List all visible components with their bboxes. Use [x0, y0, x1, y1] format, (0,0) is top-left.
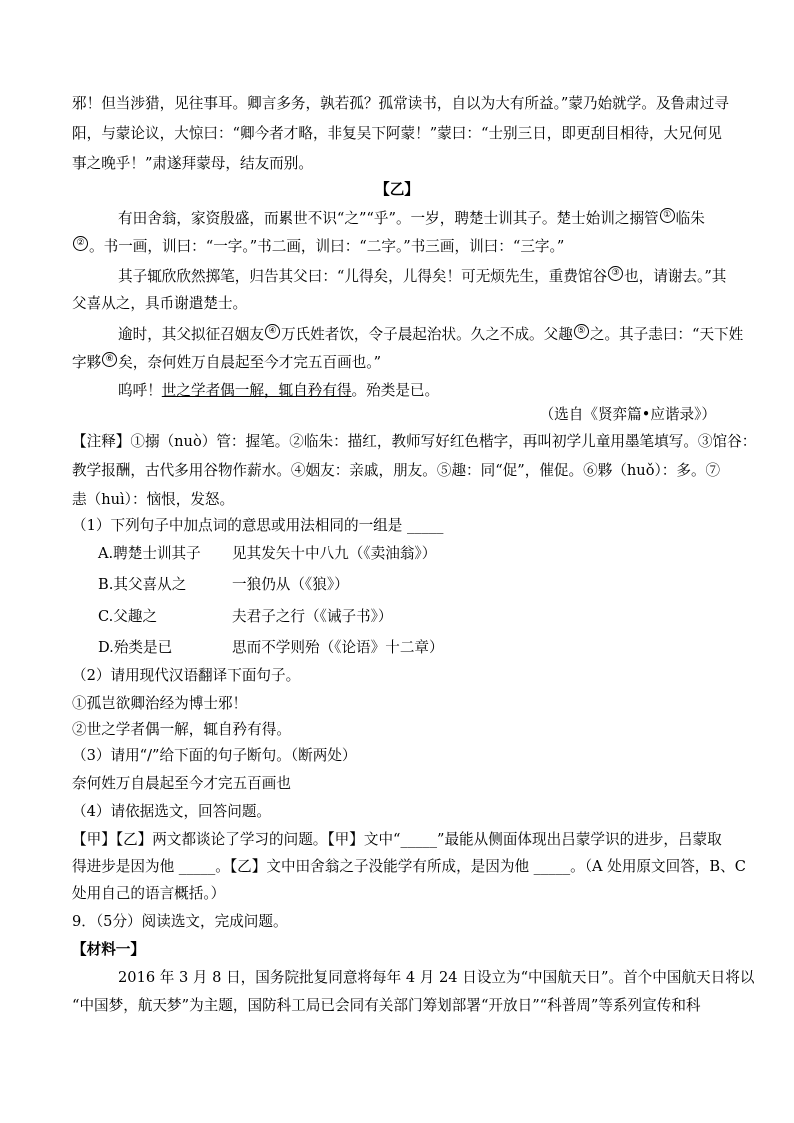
note-mark: ②: [73, 236, 88, 251]
text-line: 邪！但当涉猎，见往事耳。卿言多务，孰若孤？孤常读书，自以为大有所益。”蒙乃始就学。及鲁肃过寻: [72, 95, 729, 112]
text: 有田舍翁，家资殷盛，而累世不识“之”“乎”。一岁，聘楚士训其子。楚士始训之搦管: [118, 209, 659, 227]
text: 。殆类是已。: [351, 382, 440, 399]
option-b-left: B.其父喜从之: [98, 576, 187, 593]
annotation-line: 【注释】①搦（nuò）管：握笔。②临朱：描红，教师写好红色楷字，再叫初学儿童用墨笔填写。③馆谷：: [72, 433, 757, 450]
option-c-right: 夫君子之行（《诫子书》）: [232, 608, 393, 625]
question-4-line: 处用自己的语言概括。）: [72, 885, 226, 902]
text: 临朱: [675, 209, 705, 227]
option-b-right: 一狼仍从（《狼》）: [232, 576, 349, 593]
paragraph-line: 父喜从之，具币谢遣楚士。: [72, 295, 248, 312]
option-d-left: D.殆类是已: [98, 639, 173, 656]
question-2-item-1: ①孤岂欲卿治经为博士邪！: [72, 695, 248, 712]
material-1-line: 2016 年 3 月 8 日，国务院批复同意将每年 4 月 24 日设立为“中国航天日”。首个中国航天日将以: [118, 969, 755, 986]
paragraph-line: [72, 352, 381, 373]
text: 万氏姓者饮，令子晨起治状。久之不成。父趣: [280, 325, 573, 343]
paragraph-line: [118, 266, 726, 287]
option-d-right: 思而不学则殆（《论语》十二章）: [232, 639, 444, 656]
text-line: 阳，与蒙论议，大惊曰：“卿今者才略，非复吴下阿蒙！”蒙曰：“士别三日，即更刮目相待，大兄何见: [72, 125, 722, 142]
question-2-item-2: ②世之学者偶一解，辄自矜有得。: [72, 721, 291, 738]
material-1-title: 【材料一】: [72, 941, 145, 958]
question-2: （2）请用现代汉语翻译下面句子。: [72, 667, 301, 684]
annotation-line: 教学报酬，古代多用谷物作薪水。④姻友：亲戚，朋友。⑤趣：同“促”，催促。⑥夥（huǒ）：多。⑦: [72, 462, 721, 479]
text: 矣，奈何姓万自晨起至今才完五百画也。”: [118, 353, 382, 371]
text: 其子辄欣欣然掷笔，归告其父曰：“儿得矣，儿得矣！可无烦先生，重费馆谷: [118, 267, 608, 285]
option-a: [98, 544, 437, 564]
note-mark: ①: [660, 208, 675, 223]
question-9: 9．（5分）阅读选文，完成问题。: [72, 913, 288, 930]
paragraph-line: [118, 324, 743, 345]
text: 字夥: [72, 353, 102, 371]
text-line: 事之晚乎！”肃遂拜蒙母，结友而别。: [72, 155, 313, 172]
section-title-yi: 【乙】: [375, 181, 419, 198]
question-3-sentence: 奈何姓万自晨起至今才完五百画也: [72, 775, 291, 792]
underlined-sentence: 世之学者偶一解，辄自矜有得: [161, 382, 352, 399]
text: 之。其子恚曰：“天下姓: [589, 325, 744, 343]
text: 也，请谢去。”其: [624, 267, 727, 285]
option-c-left: C.父趣之: [98, 608, 158, 625]
question-4: （4）请依据选文，回答问题。: [72, 803, 272, 820]
option-a-right: 见其发矢十中八九（《卖油翁》）: [232, 545, 437, 562]
paragraph-line: [72, 236, 564, 257]
source-citation: （选自《贤弈篇•应谐录》）: [539, 406, 716, 423]
note-mark: ③: [608, 266, 623, 281]
text: 。书一画，训曰：“一字。”书二画，训曰：“二字。”书三画，训曰：“三字。”: [89, 237, 565, 255]
text: 呜呼！: [118, 382, 162, 399]
note-mark: ⑥: [102, 352, 117, 367]
paragraph-line: [118, 381, 439, 401]
option-d: [98, 638, 444, 658]
option-a-left: A.聘楚士训其子: [98, 545, 201, 562]
material-1-line: “中国梦，航天梦”为主题，国防科工局已会同有关部门筹划部署“开放日”“科普周”等系列宣传和科: [72, 997, 701, 1014]
option-b: [98, 575, 349, 595]
question-3: （3）请用“/”给下面的句子断句。（断两处）: [72, 747, 357, 764]
option-c: [98, 607, 393, 627]
annotation-line: 恚（huì）：恼恨，发怒。: [72, 491, 235, 508]
question-4-line: 得进步是因为他 _____。【乙】文中田舍翁之子没能学有所成，是因为他 _____。（A 处用原文回答，B、C: [72, 858, 746, 875]
question-4-line: 【甲】【乙】两文都谈论了学习的问题。【甲】文中“_____”最能从侧面体现出吕蒙学识的进步，吕蒙取: [72, 831, 722, 848]
note-mark: ④: [265, 324, 280, 339]
paragraph-line: [118, 208, 705, 229]
question-1: （1）下列句子中加点词的意思或用法相同的一组是 _____: [72, 517, 444, 534]
note-mark: ⑤: [574, 324, 589, 339]
text: 逾时，其父拟征召姻友: [118, 325, 264, 343]
